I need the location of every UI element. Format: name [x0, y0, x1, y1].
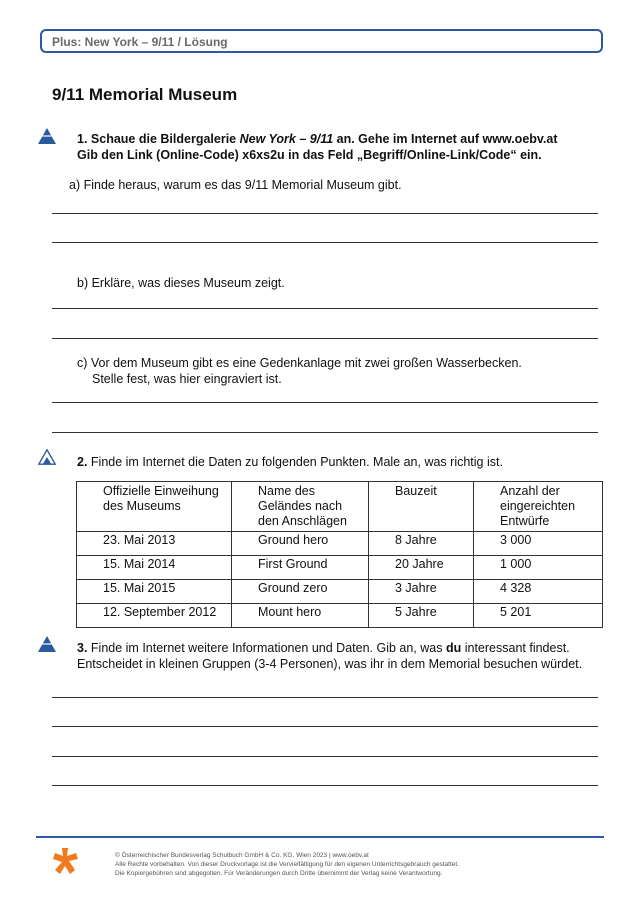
task1-question-c-line2: Stelle fest, was hier eingraviert ist. — [92, 372, 282, 386]
table-cell[interactable]: 5 Jahre — [369, 604, 474, 628]
table-row — [77, 580, 603, 604]
publisher-logo-icon — [52, 846, 80, 876]
answer-line — [52, 402, 598, 403]
header-line: des Museums — [103, 499, 181, 513]
table-header-row — [77, 482, 603, 532]
header-line: den Anschlägen — [258, 514, 347, 528]
task1-line1-pre: Schaue die Bildergalerie — [90, 132, 240, 146]
table-header-cell — [474, 482, 603, 532]
table-row — [77, 556, 603, 580]
footer-line: © Österreichischer Bundesverlag Schulbuch GmbH & Co. KG, Wien 2023 | www.oebv.at — [115, 852, 369, 859]
task3-line1 — [77, 640, 570, 656]
table-row — [77, 532, 603, 556]
header-line: Name des — [258, 484, 315, 498]
footer-text — [115, 851, 535, 878]
footer-line: Die Kopiergebühren sind abgegolten. Für Veränderungen durch Dritte übernimmt der Verlag keine Verantwortung. — [115, 870, 443, 877]
difficulty-triangle-icon — [38, 636, 56, 652]
table-cell[interactable]: 3 Jahre — [369, 580, 474, 604]
task3-line1-bold: du — [445, 641, 462, 655]
task2-text: Finde im Internet die Daten zu folgenden Punkten. Male an, was richtig ist. — [87, 455, 503, 469]
table-cell[interactable]: 15. Mai 2015 — [77, 580, 232, 604]
answer-line — [52, 785, 598, 786]
table-cell[interactable]: Mount hero — [232, 604, 369, 628]
table-cell[interactable]: 5 201 — [474, 604, 603, 628]
answer-line — [52, 308, 598, 309]
task1-line1-post: an. Gehe im Internet auf www.oebv.at — [333, 132, 558, 146]
table-row — [77, 604, 603, 628]
answer-line — [52, 242, 598, 243]
header-line: Anzahl der — [500, 484, 560, 498]
answer-line — [52, 697, 598, 698]
difficulty-triangle-icon — [38, 128, 56, 144]
header-title: Plus: New York – 9/11 / Lösung — [52, 35, 228, 49]
footer-rule — [36, 836, 604, 838]
header-line: eingereichten — [500, 499, 576, 513]
answer-line — [52, 726, 598, 727]
table-cell[interactable]: 23. Mai 2013 — [77, 532, 232, 556]
task1-line2: Gib den Link (Online-Code) x6xs2u in das Feld „Begriff/Online-Link/Code“ ein. — [77, 148, 542, 162]
task1-question-a: a) Finde heraus, warum es das 9/11 Memorial Museum gibt. — [69, 178, 402, 192]
answer-line — [52, 756, 598, 757]
table-cell[interactable]: Ground zero — [232, 580, 369, 604]
task3-line2: Entscheidet in kleinen Gruppen (3-4 Personen), was ihr in dem Memorial besuchen würdet. — [77, 657, 583, 671]
difficulty-triangle-icon — [38, 449, 56, 465]
table-cell[interactable]: 8 Jahre — [369, 532, 474, 556]
page-title: 9/11 Memorial Museum — [52, 85, 238, 104]
table-cell[interactable]: 20 Jahre — [369, 556, 474, 580]
header-line: Entwürfe — [500, 514, 550, 528]
header-line: Offizielle Einweihung — [103, 484, 219, 498]
task3-line1-pre: Finde im Internet weitere Informationen und Daten. Gib an, was — [87, 641, 446, 655]
task1-question-b: b) Erkläre, was dieses Museum zeigt. — [77, 276, 285, 290]
task1-number: 1. — [77, 132, 88, 146]
table-cell[interactable]: 12. September 2012 — [77, 604, 232, 628]
answer-line — [52, 432, 598, 433]
task2-instruction — [77, 454, 503, 470]
table-cell[interactable]: 4 328 — [474, 580, 603, 604]
table-cell[interactable]: 1 000 — [474, 556, 603, 580]
task3-line1-post: interessant findest. — [461, 641, 570, 655]
table-cell[interactable]: First Ground — [232, 556, 369, 580]
table-header-cell — [232, 482, 369, 532]
answer-line — [52, 213, 598, 214]
data-table — [76, 481, 603, 628]
table-header-cell — [369, 482, 474, 532]
header-line: Bauzeit — [395, 484, 437, 498]
task1-line1-italic: New York – 9/11 — [239, 132, 334, 146]
task1-question-c-line1: c) Vor dem Museum gibt es eine Gedenkanlage mit zwei großen Wasserbecken. — [77, 356, 522, 370]
table-header-cell — [77, 482, 232, 532]
footer-line: Alle Rechte vorbehalten. Von dieser Druckvorlage ist die Vervielfältigung für den eigenen Unterrichtsgebrauch gestattet. — [115, 861, 459, 868]
table-cell[interactable]: 15. Mai 2014 — [77, 556, 232, 580]
task2-number: 2. — [77, 455, 88, 469]
header-line: Geländes nach — [258, 499, 343, 513]
task3-number: 3. — [77, 641, 88, 655]
task1-line1 — [77, 131, 558, 147]
table-cell[interactable]: 3 000 — [474, 532, 603, 556]
table-cell[interactable]: Ground hero — [232, 532, 369, 556]
answer-line — [52, 338, 598, 339]
